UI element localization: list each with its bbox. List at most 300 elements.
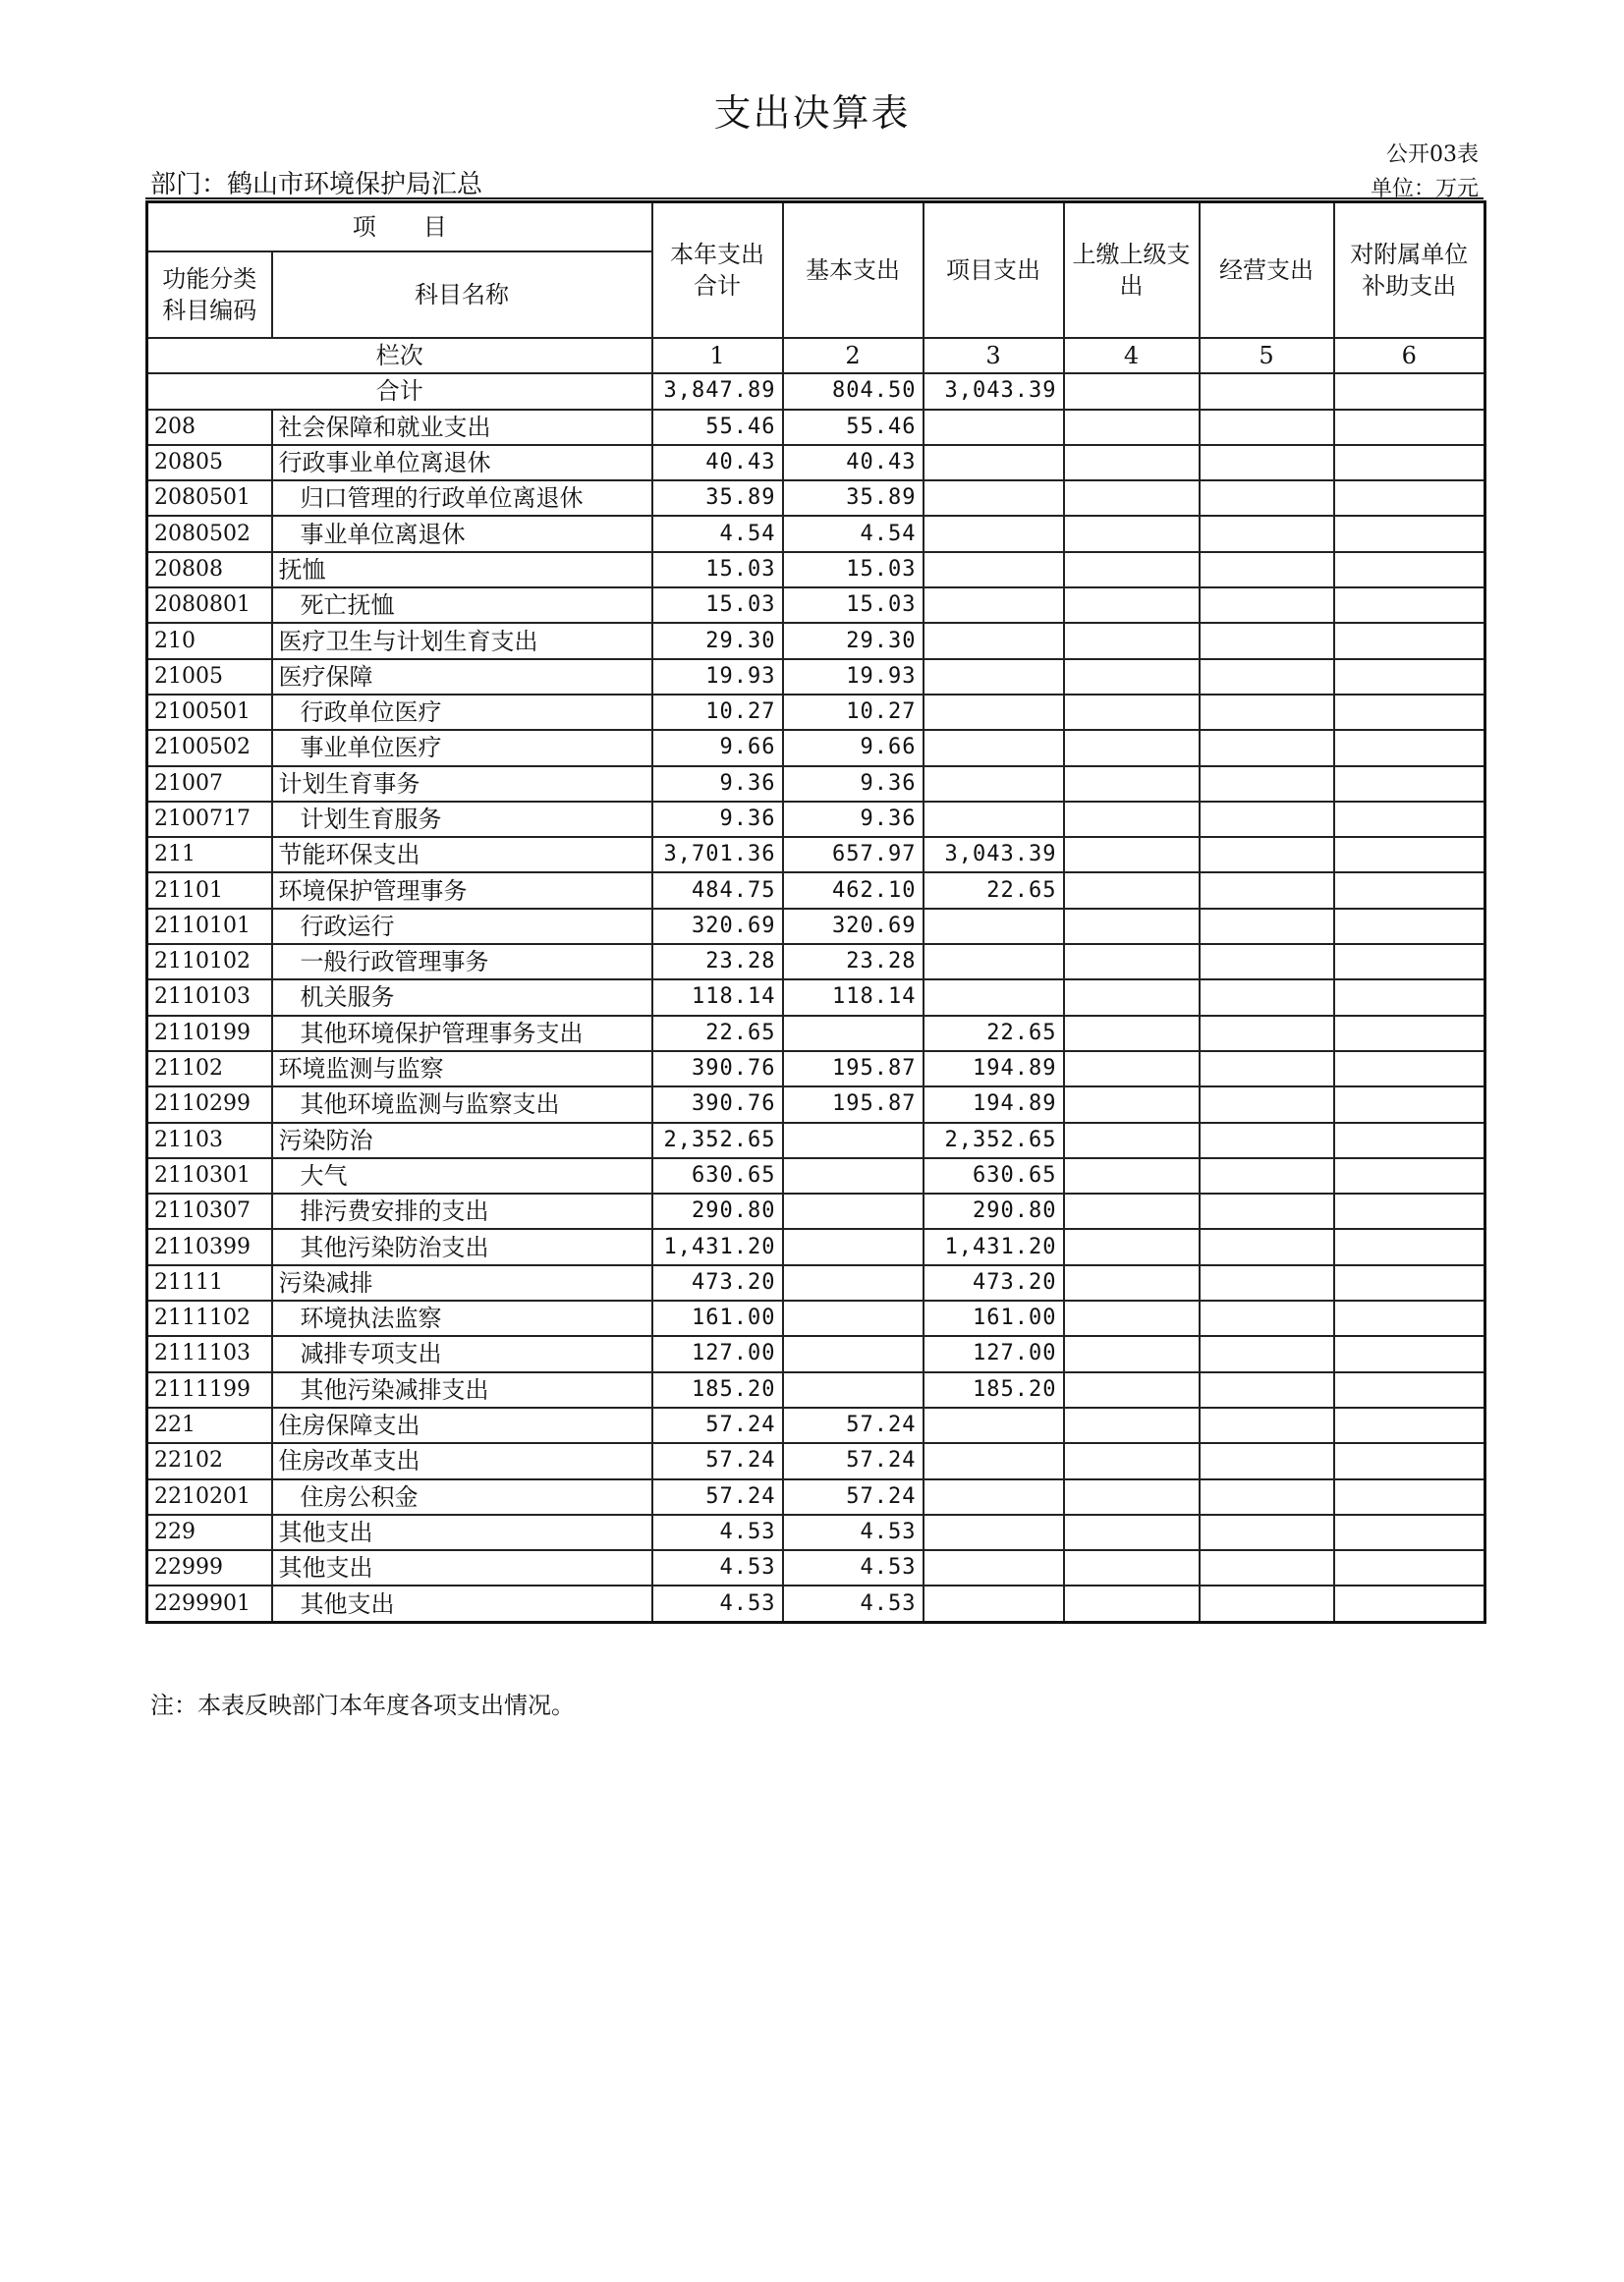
row-total: 4.53 bbox=[652, 1586, 783, 1622]
row-code: 2100717 bbox=[147, 802, 272, 837]
row-code: 229 bbox=[147, 1515, 272, 1550]
row-superior bbox=[1064, 802, 1200, 837]
row-superior bbox=[1064, 516, 1200, 551]
table-row bbox=[147, 1051, 1485, 1086]
row-total: 15.03 bbox=[652, 552, 783, 587]
row-subsidy bbox=[1334, 410, 1485, 445]
row-superior bbox=[1064, 1229, 1200, 1264]
row-basic: 40.43 bbox=[783, 445, 924, 480]
row-code: 2110199 bbox=[147, 1016, 272, 1051]
row-basic: 23.28 bbox=[783, 944, 924, 979]
header-item: 项 目 bbox=[147, 202, 652, 252]
row-subsidy bbox=[1334, 1123, 1485, 1158]
row-business bbox=[1200, 480, 1334, 516]
column-label: 栏次 bbox=[147, 338, 652, 373]
row-total: 57.24 bbox=[652, 1408, 783, 1443]
table-note: 注：本表反映部门本年度各项支出情况。 bbox=[150, 1692, 575, 1719]
total-business bbox=[1200, 373, 1334, 409]
row-project bbox=[924, 659, 1064, 695]
row-project: 1,431.20 bbox=[924, 1229, 1064, 1264]
row-business bbox=[1200, 909, 1334, 944]
row-code: 2110299 bbox=[147, 1086, 272, 1122]
column-number: 4 bbox=[1064, 338, 1200, 373]
row-project: 127.00 bbox=[924, 1336, 1064, 1371]
row-name: 其他环境保护管理事务支出 bbox=[272, 1016, 652, 1051]
row-superior bbox=[1064, 445, 1200, 480]
table-row bbox=[147, 1550, 1485, 1586]
row-basic: 57.24 bbox=[783, 1443, 924, 1478]
table-row bbox=[147, 480, 1485, 516]
table-row bbox=[147, 730, 1485, 765]
row-superior bbox=[1064, 695, 1200, 730]
row-project: 161.00 bbox=[924, 1301, 1064, 1336]
row-business bbox=[1200, 1051, 1334, 1086]
row-project bbox=[924, 1586, 1064, 1622]
column-number: 6 bbox=[1334, 338, 1485, 373]
table-row bbox=[147, 445, 1485, 480]
row-subsidy bbox=[1334, 1158, 1485, 1194]
row-name: 计划生育服务 bbox=[272, 802, 652, 837]
table-row bbox=[147, 802, 1485, 837]
row-business bbox=[1200, 837, 1334, 872]
table-row bbox=[147, 1586, 1485, 1622]
row-code: 2111199 bbox=[147, 1372, 272, 1408]
row-business bbox=[1200, 1443, 1334, 1478]
table-row bbox=[147, 1336, 1485, 1371]
header-superior: 上缴上级支出 bbox=[1064, 202, 1200, 339]
row-basic: 4.54 bbox=[783, 516, 924, 551]
row-total: 57.24 bbox=[652, 1479, 783, 1515]
column-number: 2 bbox=[783, 338, 924, 373]
header-rule bbox=[145, 197, 1484, 199]
row-project: 194.89 bbox=[924, 1086, 1064, 1122]
table-row bbox=[147, 837, 1485, 872]
row-code: 21007 bbox=[147, 766, 272, 802]
row-superior bbox=[1064, 1336, 1200, 1371]
table-row bbox=[147, 1515, 1485, 1550]
row-business bbox=[1200, 1550, 1334, 1586]
total-row bbox=[147, 373, 1485, 409]
row-code: 208 bbox=[147, 410, 272, 445]
row-subsidy bbox=[1334, 1479, 1485, 1515]
row-basic: 15.03 bbox=[783, 552, 924, 587]
row-business bbox=[1200, 1586, 1334, 1622]
row-project bbox=[924, 730, 1064, 765]
row-subsidy bbox=[1334, 1051, 1485, 1086]
row-name: 其他污染防治支出 bbox=[272, 1229, 652, 1264]
row-subsidy bbox=[1334, 1336, 1485, 1371]
row-basic: 15.03 bbox=[783, 587, 924, 623]
row-basic bbox=[783, 1158, 924, 1194]
row-code: 210 bbox=[147, 623, 272, 658]
row-code: 2110301 bbox=[147, 1158, 272, 1194]
row-basic: 195.87 bbox=[783, 1086, 924, 1122]
row-total: 9.36 bbox=[652, 766, 783, 802]
table-row bbox=[147, 1123, 1485, 1158]
row-basic: 57.24 bbox=[783, 1479, 924, 1515]
row-business bbox=[1200, 1515, 1334, 1550]
row-superior bbox=[1064, 410, 1200, 445]
row-name: 节能环保支出 bbox=[272, 837, 652, 872]
row-business bbox=[1200, 659, 1334, 695]
row-subsidy bbox=[1334, 480, 1485, 516]
row-basic: 9.36 bbox=[783, 802, 924, 837]
row-code: 2110307 bbox=[147, 1194, 272, 1229]
row-business bbox=[1200, 1479, 1334, 1515]
header-code: 功能分类科目编码 bbox=[147, 251, 272, 338]
row-superior bbox=[1064, 1515, 1200, 1550]
table-row bbox=[147, 1194, 1485, 1229]
row-name: 行政事业单位离退休 bbox=[272, 445, 652, 480]
row-basic bbox=[783, 1301, 924, 1336]
row-total: 55.46 bbox=[652, 410, 783, 445]
row-superior bbox=[1064, 1016, 1200, 1051]
row-code: 2080801 bbox=[147, 587, 272, 623]
row-project bbox=[924, 516, 1064, 551]
row-code: 21111 bbox=[147, 1265, 272, 1301]
row-superior bbox=[1064, 766, 1200, 802]
row-subsidy bbox=[1334, 1443, 1485, 1478]
column-number: 1 bbox=[652, 338, 783, 373]
row-superior bbox=[1064, 1051, 1200, 1086]
row-total: 57.24 bbox=[652, 1443, 783, 1478]
row-project: 22.65 bbox=[924, 872, 1064, 908]
row-subsidy bbox=[1334, 587, 1485, 623]
row-total: 10.27 bbox=[652, 695, 783, 730]
total-amount: 3,847.89 bbox=[652, 373, 783, 409]
table-row bbox=[147, 623, 1485, 658]
row-superior bbox=[1064, 587, 1200, 623]
row-basic: 9.66 bbox=[783, 730, 924, 765]
table-row bbox=[147, 516, 1485, 551]
table-row bbox=[147, 659, 1485, 695]
table-row bbox=[147, 1443, 1485, 1478]
row-total: 185.20 bbox=[652, 1372, 783, 1408]
row-basic bbox=[783, 1194, 924, 1229]
column-number: 5 bbox=[1200, 338, 1334, 373]
row-business bbox=[1200, 516, 1334, 551]
table-row bbox=[147, 909, 1485, 944]
row-name: 住房改革支出 bbox=[272, 1443, 652, 1478]
row-name: 其他支出 bbox=[272, 1550, 652, 1586]
row-project bbox=[924, 1479, 1064, 1515]
total-label: 合计 bbox=[147, 373, 652, 409]
row-business bbox=[1200, 1408, 1334, 1443]
table-row bbox=[147, 695, 1485, 730]
row-project: 290.80 bbox=[924, 1194, 1064, 1229]
expenditure-table bbox=[145, 200, 1486, 1624]
row-business bbox=[1200, 410, 1334, 445]
row-code: 2110102 bbox=[147, 944, 272, 979]
row-name: 住房公积金 bbox=[272, 1479, 652, 1515]
row-business bbox=[1200, 1372, 1334, 1408]
row-code: 221 bbox=[147, 1408, 272, 1443]
row-name: 归口管理的行政单位离退休 bbox=[272, 480, 652, 516]
row-code: 21103 bbox=[147, 1123, 272, 1158]
row-business bbox=[1200, 1158, 1334, 1194]
table-row bbox=[147, 1265, 1485, 1301]
row-name: 其他环境监测与监察支出 bbox=[272, 1086, 652, 1122]
row-project bbox=[924, 1515, 1064, 1550]
row-subsidy bbox=[1334, 1086, 1485, 1122]
row-project bbox=[924, 1550, 1064, 1586]
row-project bbox=[924, 766, 1064, 802]
row-subsidy bbox=[1334, 1265, 1485, 1301]
row-basic bbox=[783, 1336, 924, 1371]
row-superior bbox=[1064, 1086, 1200, 1122]
row-subsidy bbox=[1334, 695, 1485, 730]
department-label: 部门：鹤山市环境保护局汇总 bbox=[150, 170, 483, 199]
row-code: 20805 bbox=[147, 445, 272, 480]
table-row bbox=[147, 1229, 1485, 1264]
row-subsidy bbox=[1334, 802, 1485, 837]
row-superior bbox=[1064, 623, 1200, 658]
row-total: 118.14 bbox=[652, 979, 783, 1015]
row-total: 9.66 bbox=[652, 730, 783, 765]
row-basic: 4.53 bbox=[783, 1586, 924, 1622]
row-project: 3,043.39 bbox=[924, 837, 1064, 872]
row-code: 2111102 bbox=[147, 1301, 272, 1336]
table-row bbox=[147, 410, 1485, 445]
row-name: 其他支出 bbox=[272, 1586, 652, 1622]
header-subsidy: 对附属单位补助支出 bbox=[1334, 202, 1485, 339]
total-project: 3,043.39 bbox=[924, 373, 1064, 409]
row-basic: 320.69 bbox=[783, 909, 924, 944]
row-basic: 35.89 bbox=[783, 480, 924, 516]
row-business bbox=[1200, 802, 1334, 837]
row-subsidy bbox=[1334, 1550, 1485, 1586]
row-name: 医疗保障 bbox=[272, 659, 652, 695]
row-subsidy bbox=[1334, 979, 1485, 1015]
row-superior bbox=[1064, 1550, 1200, 1586]
row-name: 一般行政管理事务 bbox=[272, 944, 652, 979]
row-subsidy bbox=[1334, 1515, 1485, 1550]
row-code: 21102 bbox=[147, 1051, 272, 1086]
row-project: 630.65 bbox=[924, 1158, 1064, 1194]
row-code: 21101 bbox=[147, 872, 272, 908]
row-subsidy bbox=[1334, 516, 1485, 551]
row-project bbox=[924, 480, 1064, 516]
header-basic: 基本支出 bbox=[783, 202, 924, 339]
row-business bbox=[1200, 695, 1334, 730]
row-superior bbox=[1064, 944, 1200, 979]
row-business bbox=[1200, 944, 1334, 979]
row-total: 127.00 bbox=[652, 1336, 783, 1371]
row-basic bbox=[783, 1372, 924, 1408]
row-basic: 4.53 bbox=[783, 1550, 924, 1586]
table-row bbox=[147, 1301, 1485, 1336]
row-total: 3,701.36 bbox=[652, 837, 783, 872]
row-project bbox=[924, 552, 1064, 587]
row-name: 行政运行 bbox=[272, 909, 652, 944]
row-project bbox=[924, 587, 1064, 623]
row-name: 社会保障和就业支出 bbox=[272, 410, 652, 445]
row-name: 行政单位医疗 bbox=[272, 695, 652, 730]
row-subsidy bbox=[1334, 445, 1485, 480]
row-project bbox=[924, 695, 1064, 730]
table-row bbox=[147, 766, 1485, 802]
row-business bbox=[1200, 1123, 1334, 1158]
row-business bbox=[1200, 1336, 1334, 1371]
row-project bbox=[924, 410, 1064, 445]
row-project bbox=[924, 1443, 1064, 1478]
row-superior bbox=[1064, 872, 1200, 908]
row-name: 抚恤 bbox=[272, 552, 652, 587]
row-total: 390.76 bbox=[652, 1051, 783, 1086]
row-project bbox=[924, 445, 1064, 480]
row-superior bbox=[1064, 659, 1200, 695]
row-name: 计划生育事务 bbox=[272, 766, 652, 802]
total-superior bbox=[1064, 373, 1200, 409]
row-project bbox=[924, 623, 1064, 658]
row-subsidy bbox=[1334, 1016, 1485, 1051]
row-name: 事业单位医疗 bbox=[272, 730, 652, 765]
row-project: 194.89 bbox=[924, 1051, 1064, 1086]
row-superior bbox=[1064, 730, 1200, 765]
row-name: 其他支出 bbox=[272, 1515, 652, 1550]
row-basic: 462.10 bbox=[783, 872, 924, 908]
row-subsidy bbox=[1334, 552, 1485, 587]
row-superior bbox=[1064, 1479, 1200, 1515]
row-code: 2110103 bbox=[147, 979, 272, 1015]
row-name: 环境执法监察 bbox=[272, 1301, 652, 1336]
row-business bbox=[1200, 872, 1334, 908]
row-subsidy bbox=[1334, 1372, 1485, 1408]
row-superior bbox=[1064, 909, 1200, 944]
row-business bbox=[1200, 1016, 1334, 1051]
header-name: 科目名称 bbox=[272, 251, 652, 338]
row-business bbox=[1200, 979, 1334, 1015]
row-total: 630.65 bbox=[652, 1158, 783, 1194]
row-basic: 29.30 bbox=[783, 623, 924, 658]
row-subsidy bbox=[1334, 872, 1485, 908]
table-row bbox=[147, 944, 1485, 979]
row-total: 473.20 bbox=[652, 1265, 783, 1301]
row-business bbox=[1200, 1229, 1334, 1264]
table-row bbox=[147, 1408, 1485, 1443]
row-business bbox=[1200, 587, 1334, 623]
row-code: 2299901 bbox=[147, 1586, 272, 1622]
row-subsidy bbox=[1334, 1408, 1485, 1443]
row-project bbox=[924, 909, 1064, 944]
row-project bbox=[924, 802, 1064, 837]
row-basic: 57.24 bbox=[783, 1408, 924, 1443]
row-name: 环境监测与监察 bbox=[272, 1051, 652, 1086]
row-basic: 19.93 bbox=[783, 659, 924, 695]
row-superior bbox=[1064, 552, 1200, 587]
row-subsidy bbox=[1334, 1194, 1485, 1229]
row-business bbox=[1200, 552, 1334, 587]
row-total: 15.03 bbox=[652, 587, 783, 623]
row-business bbox=[1200, 766, 1334, 802]
row-business bbox=[1200, 1301, 1334, 1336]
row-subsidy bbox=[1334, 909, 1485, 944]
row-code: 2080502 bbox=[147, 516, 272, 551]
row-superior bbox=[1064, 837, 1200, 872]
table-row bbox=[147, 979, 1485, 1015]
row-code: 21005 bbox=[147, 659, 272, 695]
row-code: 2110101 bbox=[147, 909, 272, 944]
row-name: 机关服务 bbox=[272, 979, 652, 1015]
row-total: 320.69 bbox=[652, 909, 783, 944]
row-code: 2111103 bbox=[147, 1336, 272, 1371]
row-project bbox=[924, 1408, 1064, 1443]
table-row bbox=[147, 872, 1485, 908]
table-row bbox=[147, 1158, 1485, 1194]
row-project: 2,352.65 bbox=[924, 1123, 1064, 1158]
row-basic: 55.46 bbox=[783, 410, 924, 445]
row-subsidy bbox=[1334, 837, 1485, 872]
row-subsidy bbox=[1334, 766, 1485, 802]
row-total: 29.30 bbox=[652, 623, 783, 658]
row-superior bbox=[1064, 1194, 1200, 1229]
row-code: 211 bbox=[147, 837, 272, 872]
row-code: 22999 bbox=[147, 1550, 272, 1586]
column-number: 3 bbox=[924, 338, 1064, 373]
row-subsidy bbox=[1334, 1301, 1485, 1336]
row-business bbox=[1200, 1194, 1334, 1229]
page-title: 支出决算表 bbox=[713, 91, 911, 135]
row-basic: 195.87 bbox=[783, 1051, 924, 1086]
total-basic: 804.50 bbox=[783, 373, 924, 409]
row-total: 22.65 bbox=[652, 1016, 783, 1051]
row-superior bbox=[1064, 1408, 1200, 1443]
row-basic: 118.14 bbox=[783, 979, 924, 1015]
row-superior bbox=[1064, 1443, 1200, 1478]
row-basic: 9.36 bbox=[783, 766, 924, 802]
row-project: 185.20 bbox=[924, 1372, 1064, 1408]
row-basic: 657.97 bbox=[783, 837, 924, 872]
row-business bbox=[1200, 730, 1334, 765]
row-name: 其他污染减排支出 bbox=[272, 1372, 652, 1408]
row-name: 事业单位离退休 bbox=[272, 516, 652, 551]
row-basic bbox=[783, 1123, 924, 1158]
row-total: 23.28 bbox=[652, 944, 783, 979]
row-subsidy bbox=[1334, 944, 1485, 979]
row-name: 死亡抚恤 bbox=[272, 587, 652, 623]
row-project: 22.65 bbox=[924, 1016, 1064, 1051]
row-subsidy bbox=[1334, 659, 1485, 695]
row-name: 大气 bbox=[272, 1158, 652, 1194]
row-business bbox=[1200, 1086, 1334, 1122]
row-total: 40.43 bbox=[652, 445, 783, 480]
row-subsidy bbox=[1334, 730, 1485, 765]
row-subsidy bbox=[1334, 1586, 1485, 1622]
row-subsidy bbox=[1334, 1229, 1485, 1264]
row-total: 1,431.20 bbox=[652, 1229, 783, 1264]
row-superior bbox=[1064, 1372, 1200, 1408]
row-total: 484.75 bbox=[652, 872, 783, 908]
row-name: 污染减排 bbox=[272, 1265, 652, 1301]
row-basic bbox=[783, 1016, 924, 1051]
table-row bbox=[147, 1086, 1485, 1122]
row-basic: 10.27 bbox=[783, 695, 924, 730]
row-code: 2210201 bbox=[147, 1479, 272, 1515]
row-total: 4.54 bbox=[652, 516, 783, 551]
row-name: 减排专项支出 bbox=[272, 1336, 652, 1371]
row-project bbox=[924, 979, 1064, 1015]
row-superior bbox=[1064, 979, 1200, 1015]
header-business: 经营支出 bbox=[1200, 202, 1334, 339]
total-subsidy bbox=[1334, 373, 1485, 409]
table-row bbox=[147, 1372, 1485, 1408]
row-basic bbox=[783, 1229, 924, 1264]
row-total: 390.76 bbox=[652, 1086, 783, 1122]
table-row bbox=[147, 552, 1485, 587]
row-business bbox=[1200, 445, 1334, 480]
row-superior bbox=[1064, 1586, 1200, 1622]
row-name: 排污费安排的支出 bbox=[272, 1194, 652, 1229]
